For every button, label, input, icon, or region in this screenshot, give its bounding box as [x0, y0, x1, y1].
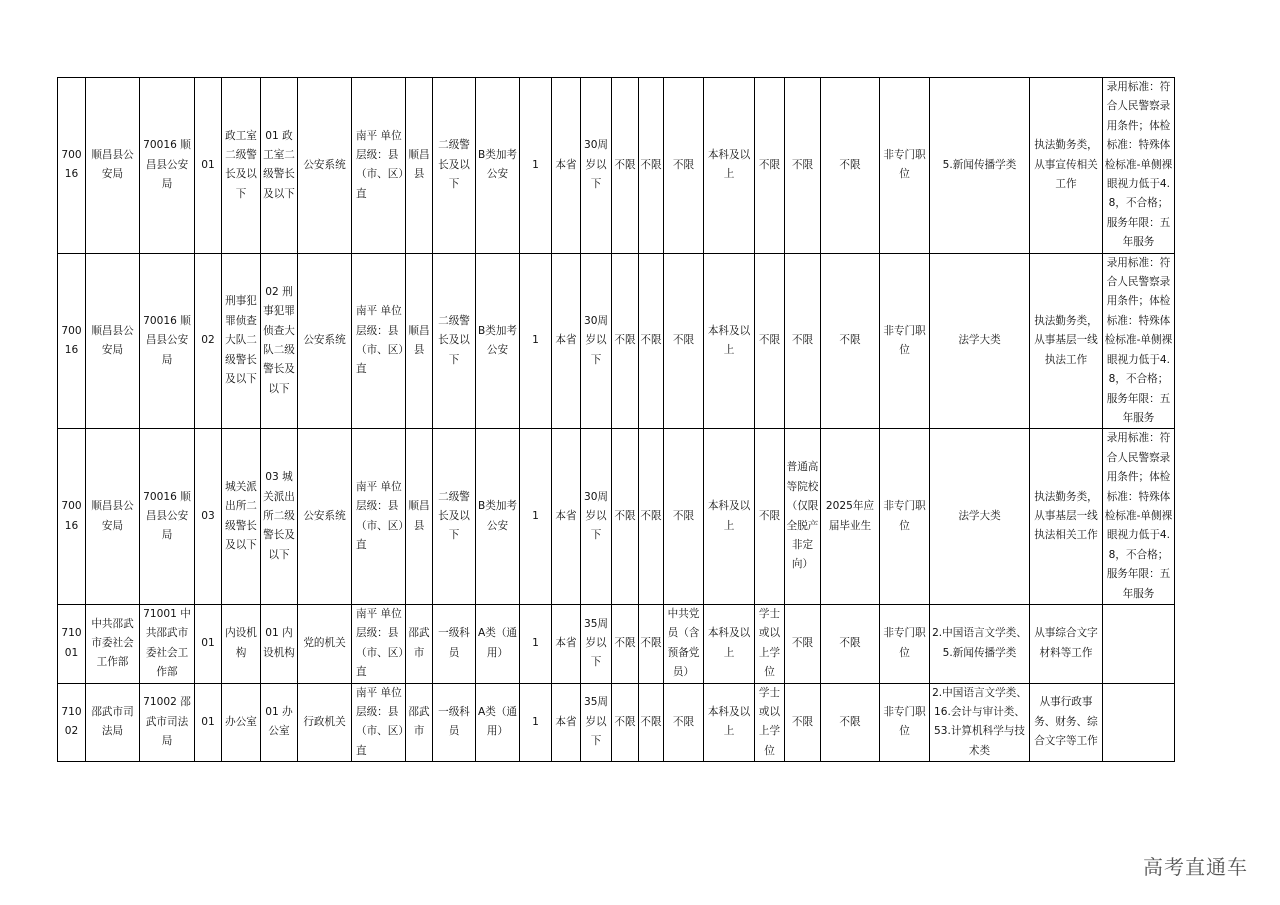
origin-cell: 本省	[552, 78, 581, 254]
politics-cell: 不限	[664, 429, 704, 605]
table-row	[58, 683, 1175, 762]
department-cell: 邵武市司法局	[86, 683, 140, 762]
table-row	[58, 604, 1175, 683]
age-cell: 35周岁以下	[581, 604, 612, 683]
major-cell: 5.新闻传播学类	[930, 78, 1030, 254]
unit-level-cell: 南平 单位层级：县（市、区）直	[352, 683, 406, 762]
remark-cell: 录用标准：符合人民警察录用条件；体检标准：特殊体检标准-单侧裸眼视力低于4.8，不合格；服务年限：五年服务	[1103, 78, 1175, 254]
unit-level-cell: 南平 单位层级：县（市、区）直	[352, 78, 406, 254]
recruit-count-cell: 1	[520, 604, 552, 683]
department-cell: 顺昌县公安局	[86, 429, 140, 605]
education-cell: 本科及以上	[704, 429, 755, 605]
post-code-cell: 02 刑事犯罪侦查大队二级警长及以下	[261, 253, 298, 429]
degree-cell: 不限	[755, 78, 785, 254]
politics-cell: 不限	[664, 253, 704, 429]
system-cell: 行政机关	[298, 683, 352, 762]
origin-cell: 本省	[552, 253, 581, 429]
remark-cell	[1103, 604, 1175, 683]
graduate-cell: 不限	[821, 78, 880, 254]
graduate-cell: 2025年应届毕业生	[821, 429, 880, 605]
recruit-count-cell: 1	[520, 683, 552, 762]
unit-seq-cell: 01	[195, 604, 222, 683]
duty-cell: 从事行政事务、财务、综合文字等工作	[1030, 683, 1103, 762]
post-type-cell: 非专门职位	[880, 78, 930, 254]
major-cell: 2.中国语言文学类、16.会计与审计类、53.计算机科学与技术类	[930, 683, 1030, 762]
post-code-cell: 01 政工室二级警长及以下	[261, 78, 298, 254]
unit-code-cell: 71002 邵武市司法局	[140, 683, 195, 762]
degree-cell: 学士或以上学位	[755, 604, 785, 683]
rank-cell: 二级警长及以下	[433, 78, 476, 254]
major-cell: 法学大类	[930, 253, 1030, 429]
degree-cell: 学士或以上学位	[755, 683, 785, 762]
duty-cell: 从事综合文字材料等工作	[1030, 604, 1103, 683]
unit-level-cell: 南平 单位层级：县（市、区）直	[352, 253, 406, 429]
table-row	[58, 253, 1175, 429]
remark-cell: 录用标准：符合人民警察录用条件；体检标准：特殊体检标准-单侧裸眼视力低于4.8，不合格；服务年限：五年服务	[1103, 429, 1175, 605]
remark-cell	[1103, 683, 1175, 762]
ethnicity-cell: 不限	[639, 683, 664, 762]
education-cell: 本科及以上	[704, 683, 755, 762]
department-cell: 中共邵武市委社会工作部	[86, 604, 140, 683]
job-position-table	[57, 77, 1175, 762]
school-cell: 不限	[785, 604, 821, 683]
education-cell: 本科及以上	[704, 78, 755, 254]
position-code-cell: 70016	[58, 429, 86, 605]
degree-cell: 不限	[755, 429, 785, 605]
rank-cell: 二级警长及以下	[433, 253, 476, 429]
table-body	[58, 78, 1175, 762]
rank-cell: 二级警长及以下	[433, 429, 476, 605]
politics-cell: 不限	[664, 78, 704, 254]
age-cell: 30周岁以下	[581, 78, 612, 254]
unit-seq-cell: 03	[195, 429, 222, 605]
major-cell: 2.中国语言文学类、5.新闻传播学类	[930, 604, 1030, 683]
post-type-cell: 非专门职位	[880, 604, 930, 683]
origin-cell: 本省	[552, 604, 581, 683]
graduate-cell: 不限	[821, 604, 880, 683]
position-code-cell: 71001	[58, 604, 86, 683]
unit-seq-cell: 01	[195, 683, 222, 762]
unit-code-cell: 70016 顺昌县公安局	[140, 253, 195, 429]
origin-cell: 本省	[552, 429, 581, 605]
duty-cell: 执法勤务类，从事宣传相关工作	[1030, 78, 1103, 254]
table-row	[58, 429, 1175, 605]
post-name-cell: 内设机构	[222, 604, 261, 683]
post-code-cell: 01 内设机构	[261, 604, 298, 683]
gender-cell: 不限	[612, 253, 639, 429]
duty-cell: 执法勤务类，从事基层一线执法工作	[1030, 253, 1103, 429]
school-cell: 不限	[785, 253, 821, 429]
graduate-cell: 不限	[821, 253, 880, 429]
post-type-cell: 非专门职位	[880, 253, 930, 429]
department-cell: 顺昌县公安局	[86, 78, 140, 254]
post-name-cell: 城关派出所二级警长及以下	[222, 429, 261, 605]
major-cell: 法学大类	[930, 429, 1030, 605]
area-cell: 顺昌县	[406, 429, 433, 605]
gender-cell: 不限	[612, 683, 639, 762]
exam-type-cell: A类（通用）	[476, 604, 520, 683]
post-name-cell: 办公室	[222, 683, 261, 762]
department-cell: 顺昌县公安局	[86, 253, 140, 429]
ethnicity-cell: 不限	[639, 604, 664, 683]
remark-cell: 录用标准：符合人民警察录用条件；体检标准：特殊体检标准-单侧裸眼视力低于4.8，不合格；服务年限：五年服务	[1103, 253, 1175, 429]
recruit-count-cell: 1	[520, 253, 552, 429]
education-cell: 本科及以上	[704, 253, 755, 429]
unit-level-cell: 南平 单位层级：县（市、区）直	[352, 429, 406, 605]
system-cell: 公安系统	[298, 429, 352, 605]
position-code-cell: 70016	[58, 253, 86, 429]
ethnicity-cell: 不限	[639, 429, 664, 605]
gender-cell: 不限	[612, 604, 639, 683]
school-cell: 不限	[785, 683, 821, 762]
area-cell: 邵武市	[406, 604, 433, 683]
position-code-cell: 70016	[58, 78, 86, 254]
unit-level-cell: 南平 单位层级：县（市、区）直	[352, 604, 406, 683]
exam-type-cell: B类加考公安	[476, 429, 520, 605]
post-code-cell: 01 办公室	[261, 683, 298, 762]
post-type-cell: 非专门职位	[880, 429, 930, 605]
age-cell: 35周岁以下	[581, 683, 612, 762]
rank-cell: 一级科员	[433, 683, 476, 762]
recruit-count-cell: 1	[520, 429, 552, 605]
table-row	[58, 78, 1175, 254]
post-code-cell: 03 城关派出所二级警长及以下	[261, 429, 298, 605]
rank-cell: 一级科员	[433, 604, 476, 683]
post-type-cell: 非专门职位	[880, 683, 930, 762]
gender-cell: 不限	[612, 78, 639, 254]
exam-type-cell: A类（通用）	[476, 683, 520, 762]
politics-cell: 中共党员（含预备党员）	[664, 604, 704, 683]
area-cell: 顺昌县	[406, 78, 433, 254]
post-name-cell: 刑事犯罪侦查大队二级警长及以下	[222, 253, 261, 429]
unit-code-cell: 70016 顺昌县公安局	[140, 78, 195, 254]
duty-cell: 执法勤务类，从事基层一线执法相关工作	[1030, 429, 1103, 605]
unit-seq-cell: 01	[195, 78, 222, 254]
system-cell: 公安系统	[298, 78, 352, 254]
exam-type-cell: B类加考公安	[476, 253, 520, 429]
ethnicity-cell: 不限	[639, 78, 664, 254]
unit-seq-cell: 02	[195, 253, 222, 429]
system-cell: 党的机关	[298, 604, 352, 683]
recruit-count-cell: 1	[520, 78, 552, 254]
school-cell: 不限	[785, 78, 821, 254]
school-cell: 普通高等院校（仅限全脱产非定向）	[785, 429, 821, 605]
exam-type-cell: B类加考公安	[476, 78, 520, 254]
area-cell: 邵武市	[406, 683, 433, 762]
position-code-cell: 71002	[58, 683, 86, 762]
watermark-text: 高考直通车	[1143, 855, 1248, 879]
gender-cell: 不限	[612, 429, 639, 605]
degree-cell: 不限	[755, 253, 785, 429]
age-cell: 30周岁以下	[581, 429, 612, 605]
unit-code-cell: 70016 顺昌县公安局	[140, 429, 195, 605]
post-name-cell: 政工室二级警长及以下	[222, 78, 261, 254]
graduate-cell: 不限	[821, 683, 880, 762]
unit-code-cell: 71001 中共邵武市委社会工作部	[140, 604, 195, 683]
age-cell: 30周岁以下	[581, 253, 612, 429]
politics-cell: 不限	[664, 683, 704, 762]
ethnicity-cell: 不限	[639, 253, 664, 429]
system-cell: 公安系统	[298, 253, 352, 429]
origin-cell: 本省	[552, 683, 581, 762]
area-cell: 顺昌县	[406, 253, 433, 429]
education-cell: 本科及以上	[704, 604, 755, 683]
